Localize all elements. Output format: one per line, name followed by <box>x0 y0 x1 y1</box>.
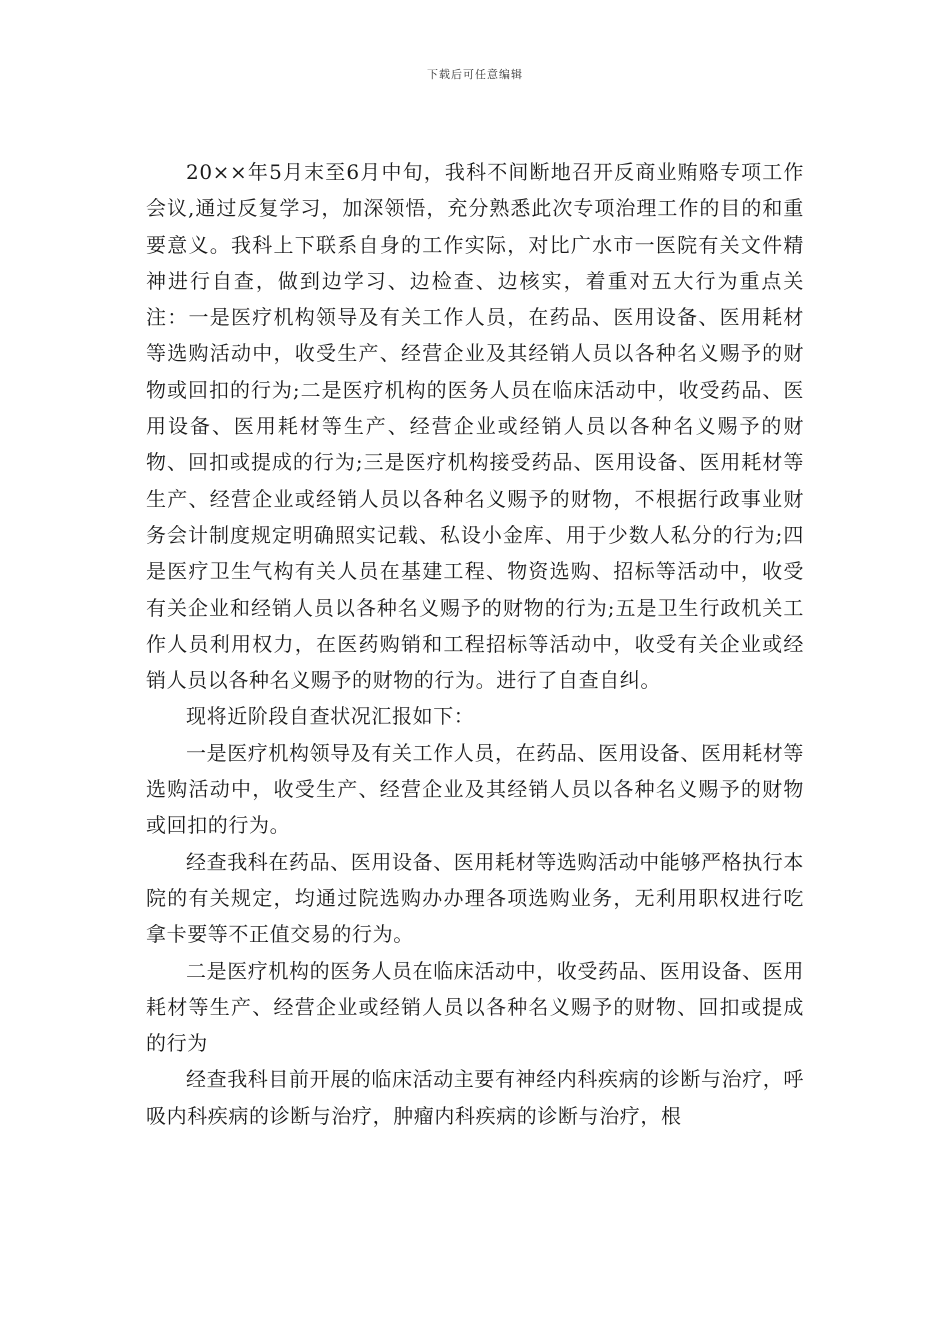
paragraph: 二是医疗机构的医务人员在临床活动中，收受药品、医用设备、医用耗材等生产、经营企业或经销人员以各种名义赐予的财物、回扣或提成的行为 <box>146 958 804 1056</box>
paragraph: 经查我科目前开展的临床活动主要有神经内科疾病的诊断与治疗，呼吸内科疾病的诊断与治疗，肿瘤内科疾病的诊断与治疗，根 <box>146 1067 804 1128</box>
page-header: 下载后可任意编辑 <box>427 68 523 81</box>
document-body <box>146 154 804 1134</box>
paragraph: 经查我科在药品、医用设备、医用耗材等选购活动中能够严格执行本院的有关规定，均通过院选购办办理各项选购业务，无利用职权进行吃拿卡要等不正值交易的行为。 <box>146 849 804 947</box>
paragraph: 一是医疗机构领导及有关工作人员，在药品、医用设备、医用耗材等选购活动中，收受生产、经营企业及其经销人员以各种名义赐予的财物或回扣的行为。 <box>146 740 804 838</box>
paragraph: 现将近阶段自查状况汇报如下： <box>186 704 475 729</box>
paragraph: 20××年5月末至6月中旬，我科不间断地召开反商业贿赂专项工作会议,通过反复学习，加深领悟，充分熟悉此次专项治理工作的目的和重要意义。我科上下联系自身的工作实际，对比广水市一医院有关文件精神进行自查，做到边学习、边检查、边核实，着重对五大行为重点关注：一是医疗机构领导及有关工作人员，在药品、医用设备、医用耗材等选购活动中，收受生产、经营企业及其经销人员以各种名义赐予的财物或回扣的行为;二是医疗机构的医务人员在临床活动中，收受药品、医用设备、医用耗材等生产、经营企业或经销人员以各种名义赐予的财物、回扣或提成的行为;三是医疗机构接受药品、医用设备、医用耗材等生产、经营企业或经销人员以各种名义赐予的财物，不根据行政事业财务会计制度规定明确照实记载、私设小金库、用于少数人私分的行为;四是医疗卫生气构有关人员在基建工程、物资选购、招标等活动中，收受有关企业和经销人员以各种名义赐予的财物的行为;五是卫生行政机关工作人员利用权力，在医药购销和工程招标等活动中，收受有关企业或经销人员以各种名义赐予的财物的行为。进行了自查自纠。 <box>146 160 804 693</box>
